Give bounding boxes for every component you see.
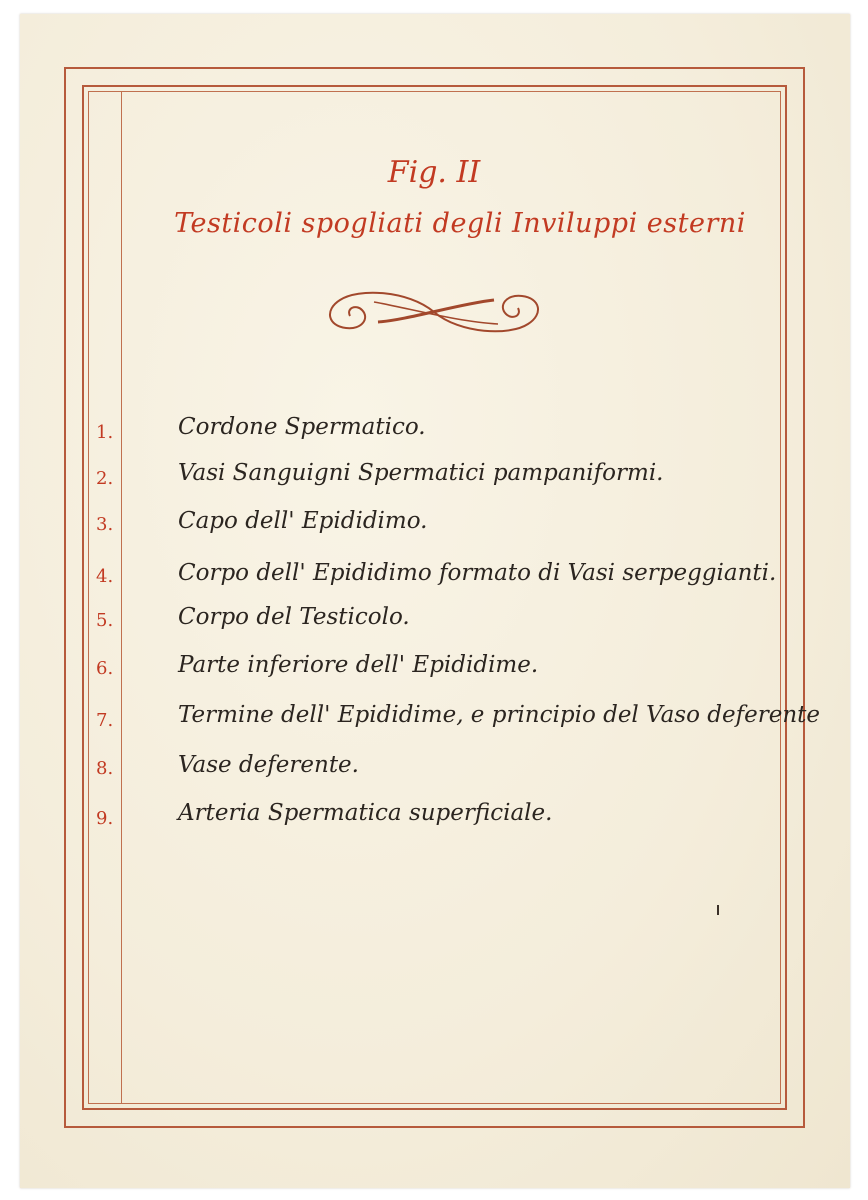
item-text: Corpo dell' Epididimo formato di Vasi serpeggianti. <box>178 560 777 586</box>
figure-title: Fig. II <box>387 155 481 190</box>
item-text: Corpo del Testicolo. <box>178 604 410 630</box>
list-item <box>0 504 868 544</box>
margin-rule <box>121 91 122 1104</box>
list-item <box>0 456 868 496</box>
figure-subtitle: Testicoli spogliati degli Inviluppi esterni <box>174 208 746 239</box>
list-item <box>0 600 868 640</box>
item-number: 9. <box>96 808 114 829</box>
list-item <box>0 410 868 450</box>
item-text: Vasi Sanguigni Spermatici pampaniformi. <box>178 460 664 486</box>
item-text: Parte inferiore dell' Epididime. <box>178 652 539 678</box>
item-number: 4. <box>96 566 114 587</box>
item-text: Vase deferente. <box>178 752 359 778</box>
item-number: 7. <box>96 710 114 731</box>
item-number: 6. <box>96 658 114 679</box>
item-number: 1. <box>96 422 114 443</box>
list-item <box>0 556 868 596</box>
item-text: Capo dell' Epididimo. <box>178 508 428 534</box>
ink-speck <box>717 905 719 915</box>
list-item <box>0 796 868 836</box>
item-number: 3. <box>96 514 114 535</box>
item-number: 8. <box>96 758 114 779</box>
inner-border <box>88 91 781 1104</box>
calligraphic-flourish-icon <box>318 282 550 342</box>
item-number: 5. <box>96 610 114 631</box>
list-item <box>0 700 868 740</box>
list-item <box>0 648 868 688</box>
list-item <box>0 748 868 788</box>
item-text: Cordone Spermatico. <box>178 414 426 440</box>
item-number: 2. <box>96 468 114 489</box>
item-text: Arteria Spermatica superficiale. <box>178 800 553 826</box>
item-text: Termine dell' Epididime, e principio del Vaso deferente <box>178 702 821 728</box>
